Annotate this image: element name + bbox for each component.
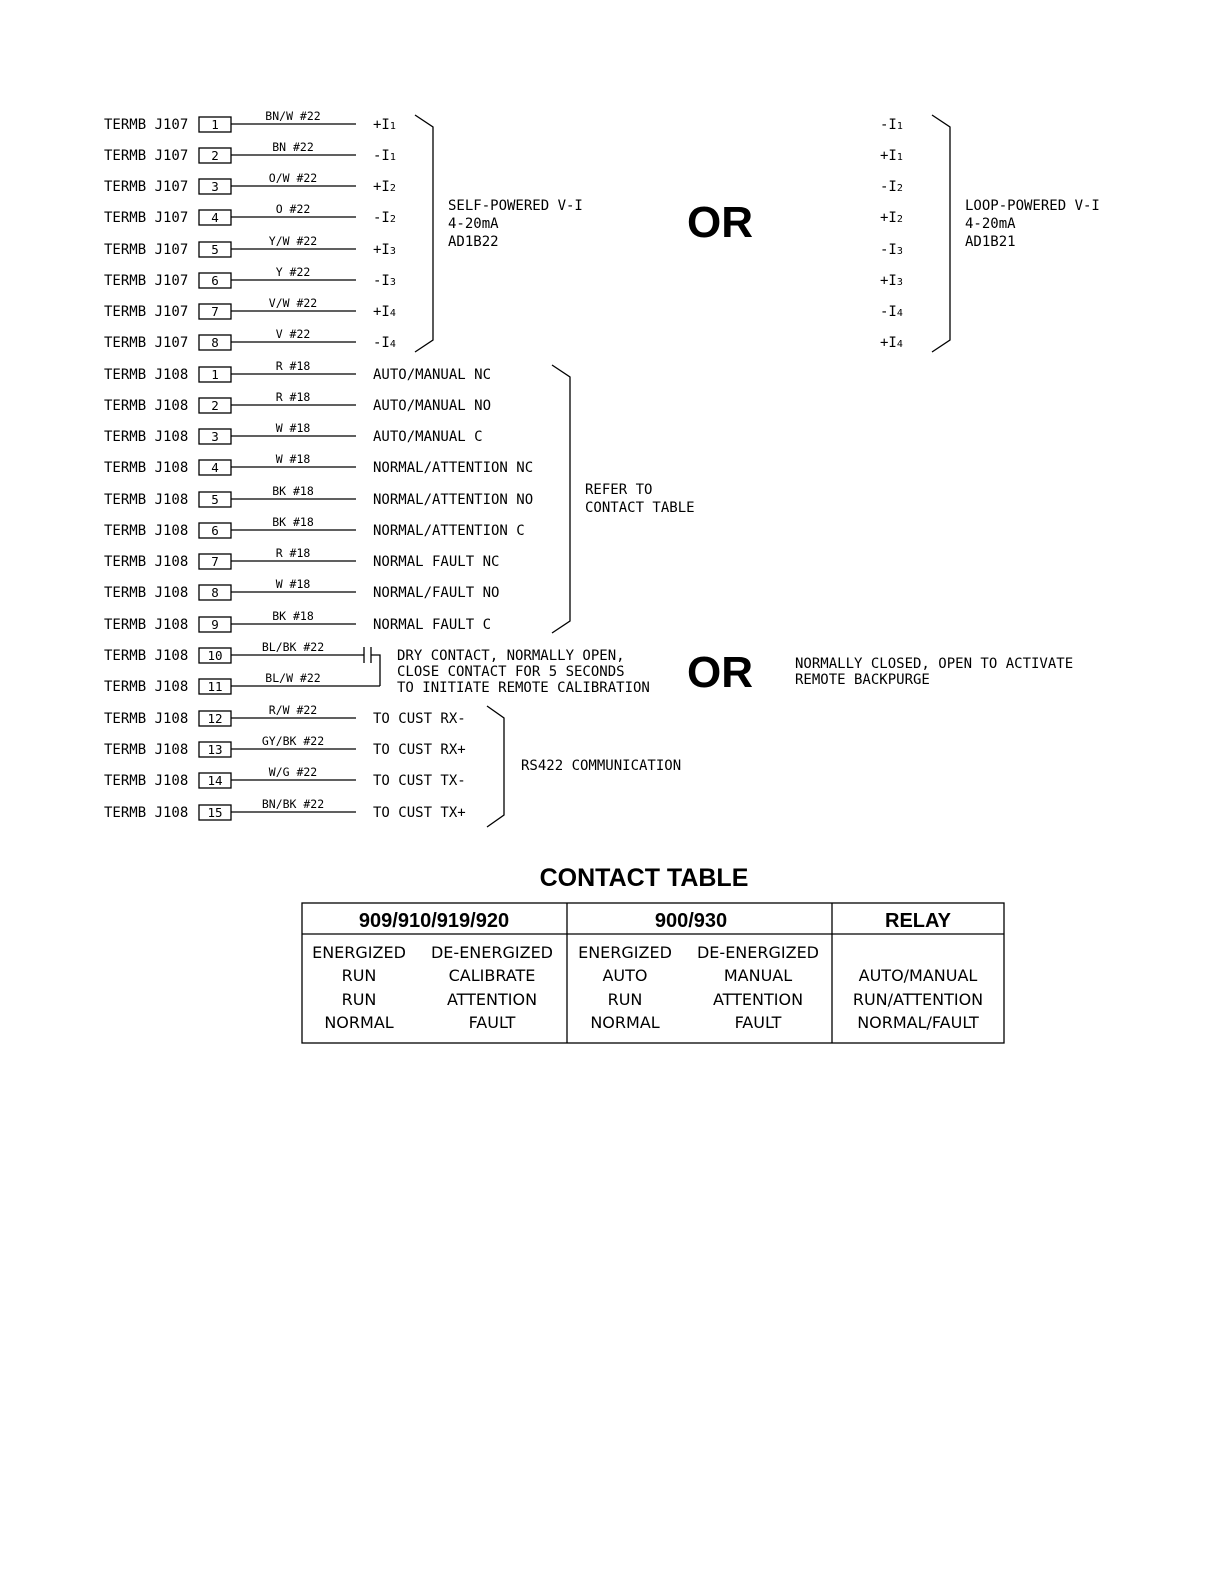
- terminal-label: TERMB J108: [104, 585, 189, 601]
- signal-label: -I2: [373, 210, 396, 226]
- contact-table-header: 909/910/919/920: [358, 910, 510, 932]
- signal-label: +I3: [373, 242, 396, 258]
- terminal-label: TERMB J108: [104, 367, 189, 383]
- loop-signal-label: -I1: [880, 117, 903, 133]
- terminal-label: TERMB J108: [104, 742, 189, 758]
- signal-label: +I2: [373, 179, 396, 195]
- wire-label: GY/BK #22: [261, 734, 325, 748]
- wire-label: V/W #22: [268, 296, 318, 310]
- signal-label: TO CUST RX-: [373, 711, 466, 727]
- contact-table-cell: RUN: [607, 990, 643, 1009]
- terminal-number: 1: [211, 117, 219, 132]
- signal-label: TO CUST TX+: [373, 805, 466, 821]
- terminal-number: 5: [211, 492, 219, 507]
- wire-label: W #18: [275, 421, 311, 435]
- wire-label: BK #18: [272, 484, 314, 498]
- signal-label: -I3: [373, 273, 396, 289]
- terminal-number: 5: [211, 242, 219, 257]
- terminal-label: TERMB J107: [104, 117, 189, 133]
- rs422-label: RS422 COMMUNICATION: [521, 758, 682, 774]
- terminal-number: 3: [211, 429, 219, 444]
- terminal-label: TERMB J107: [104, 242, 189, 258]
- loop-signal-label: +I4: [880, 335, 903, 351]
- contact-table-cell: DE-ENERGIZED: [696, 943, 820, 962]
- contact-table-cell: RUN/ATTENTION: [852, 990, 984, 1009]
- self-powered-bracket: [415, 115, 433, 352]
- terminal-number: 8: [211, 585, 219, 600]
- terminal-label: TERMB J108: [104, 554, 189, 570]
- terminal-number: 6: [211, 273, 219, 288]
- signal-label: AUTO/MANUAL NC: [373, 367, 492, 383]
- signal-label: NORMAL FAULT NC: [373, 554, 500, 570]
- rs422-bracket: [487, 706, 504, 827]
- signal-label: +I4: [373, 304, 396, 320]
- refer-label: REFER TO: [585, 482, 653, 498]
- terminal-number: 12: [207, 711, 223, 726]
- signal-label: NORMAL/FAULT NO: [373, 585, 500, 601]
- terminal-label: TERMB J107: [104, 335, 189, 351]
- loop-powered-bracket: [932, 115, 950, 352]
- loop-signal-label: +I3: [880, 273, 903, 289]
- contact-table-cell: RUN: [341, 966, 377, 985]
- wire-label: Y #22: [275, 265, 311, 279]
- loop-signal-label: -I2: [880, 179, 903, 195]
- contact-table-header: RELAY: [885, 910, 951, 932]
- self-powered-title: SELF-POWERED V-I: [448, 198, 583, 214]
- terminal-number: 6: [211, 523, 219, 538]
- wire-label: R/W #22: [268, 703, 318, 717]
- terminal-label: TERMB J108: [104, 460, 189, 476]
- wire-label: O/W #22: [268, 171, 318, 185]
- terminal-label: TERMB J108: [104, 617, 189, 633]
- or-separator-bottom: OR: [687, 648, 753, 697]
- contact-table-cell: DE-ENERGIZED: [430, 943, 554, 962]
- wire-label: W #18: [275, 577, 311, 591]
- signal-label: -I1: [373, 148, 396, 164]
- terminal-number: 3: [211, 179, 219, 194]
- terminal-label: TERMB J108: [104, 523, 189, 539]
- self-powered-model: AD1B22: [448, 234, 499, 250]
- wire-label: W/G #22: [268, 765, 318, 779]
- dry-contact-note: CLOSE CONTACT FOR 5 SECONDS: [397, 664, 625, 680]
- terminal-label: TERMB J108: [104, 711, 189, 727]
- signal-label: NORMAL/ATTENTION NO: [373, 492, 534, 508]
- terminal-label: TERMB J107: [104, 210, 189, 226]
- wire-label: BL/W #22: [265, 671, 321, 685]
- wire-label: O #22: [275, 202, 311, 216]
- wire-label: V #22: [275, 327, 311, 341]
- loop-signal-label: -I3: [880, 242, 903, 258]
- wire-label: W #18: [275, 452, 311, 466]
- contact-table-cell: AUTO/MANUAL: [858, 966, 978, 985]
- normally-closed-note: REMOTE BACKPURGE: [795, 672, 930, 688]
- dry-contact-return: [371, 655, 380, 686]
- refer-label-table: CONTACT TABLE: [585, 500, 695, 516]
- terminal-number: 10: [207, 648, 223, 663]
- loop-powered-range: 4-20mA: [965, 216, 1016, 232]
- wire-label: BK #18: [272, 515, 314, 529]
- loop-signal-label: +I2: [880, 210, 903, 226]
- terminal-number: 8: [211, 335, 219, 350]
- contact-table-cell: AUTO: [602, 966, 648, 985]
- terminal-number: 1: [211, 367, 219, 382]
- signal-label: AUTO/MANUAL C: [373, 429, 483, 445]
- terminal-number: 11: [207, 679, 223, 694]
- terminal-label: TERMB J108: [104, 648, 189, 664]
- terminal-number: 13: [207, 742, 223, 757]
- terminal-label: TERMB J107: [104, 179, 189, 195]
- contact-table-cell: NORMAL: [590, 1013, 660, 1032]
- self-powered-range: 4-20mA: [448, 216, 499, 232]
- signal-label: TO CUST RX+: [373, 742, 466, 758]
- terminal-label: TERMB J108: [104, 679, 189, 695]
- signal-label: NORMAL/ATTENTION C: [373, 523, 525, 539]
- terminal-label: TERMB J108: [104, 773, 189, 789]
- loop-signal-label: +I1: [880, 148, 903, 164]
- terminal-number: 14: [207, 773, 223, 788]
- loop-signal-label: -I4: [880, 304, 903, 320]
- contact-bracket: [552, 365, 570, 633]
- contact-table-cell: ATTENTION: [446, 990, 538, 1009]
- loop-powered-title: LOOP-POWERED V-I: [965, 198, 1100, 214]
- normally-closed-note: NORMALLY CLOSED, OPEN TO ACTIVATE: [795, 656, 1074, 672]
- terminal-number: 2: [211, 148, 219, 163]
- contact-table-cell: NORMAL/FAULT: [857, 1013, 979, 1032]
- contact-table-cell: NORMAL: [324, 1013, 394, 1032]
- or-separator-top: OR: [687, 198, 753, 247]
- wire-label: R #18: [275, 359, 311, 373]
- terminal-number: 4: [211, 210, 219, 225]
- signal-label: AUTO/MANUAL NO: [373, 398, 492, 414]
- terminal-label: TERMB J108: [104, 492, 189, 508]
- dry-contact-note: TO INITIATE REMOTE CALIBRATION: [397, 680, 650, 696]
- terminal-number: 9: [211, 617, 219, 632]
- wire-label: BL/BK #22: [261, 640, 325, 654]
- contact-table-cell: ENERGIZED: [312, 943, 406, 962]
- wire-label: R #18: [275, 546, 311, 560]
- wire-label: BN/W #22: [265, 109, 321, 123]
- wire-label: R #18: [275, 390, 311, 404]
- signal-label: -I4: [373, 335, 396, 351]
- loop-powered-model: AD1B21: [965, 234, 1016, 250]
- signal-label: NORMAL FAULT C: [373, 617, 492, 633]
- signal-label: +I1: [373, 117, 396, 133]
- contact-table-cell: ENERGIZED: [578, 943, 672, 962]
- terminal-label: TERMB J108: [104, 429, 189, 445]
- terminal-number: 7: [211, 304, 219, 319]
- contact-table-cell: FAULT: [734, 1013, 782, 1032]
- contact-table-cell: RUN: [341, 990, 377, 1009]
- terminal-number: 2: [211, 398, 219, 413]
- terminal-label: TERMB J107: [104, 148, 189, 164]
- terminal-number: 15: [207, 805, 223, 820]
- contact-table-cell: ATTENTION: [712, 990, 804, 1009]
- terminal-label: TERMB J108: [104, 805, 189, 821]
- contact-table-cell: MANUAL: [723, 966, 793, 985]
- contact-table-cell: FAULT: [468, 1013, 516, 1032]
- terminal-label: TERMB J108: [104, 398, 189, 414]
- wire-label: BK #18: [272, 609, 314, 623]
- signal-label: NORMAL/ATTENTION NC: [373, 460, 534, 476]
- terminal-label: TERMB J107: [104, 304, 189, 320]
- terminal-label: TERMB J107: [104, 273, 189, 289]
- contact-table-title: CONTACT TABLE: [539, 864, 749, 892]
- dry-contact-note: DRY CONTACT, NORMALLY OPEN,: [397, 648, 625, 664]
- contact-table-header: 900/930: [654, 910, 728, 932]
- terminal-number: 4: [211, 460, 219, 475]
- wire-label: BN #22: [272, 140, 314, 154]
- signal-label: TO CUST TX-: [373, 773, 466, 789]
- wire-label: Y/W #22: [268, 234, 318, 248]
- terminal-number: 7: [211, 554, 219, 569]
- wire-label: BN/BK #22: [261, 797, 325, 811]
- contact-table-cell: CALIBRATE: [448, 966, 536, 985]
